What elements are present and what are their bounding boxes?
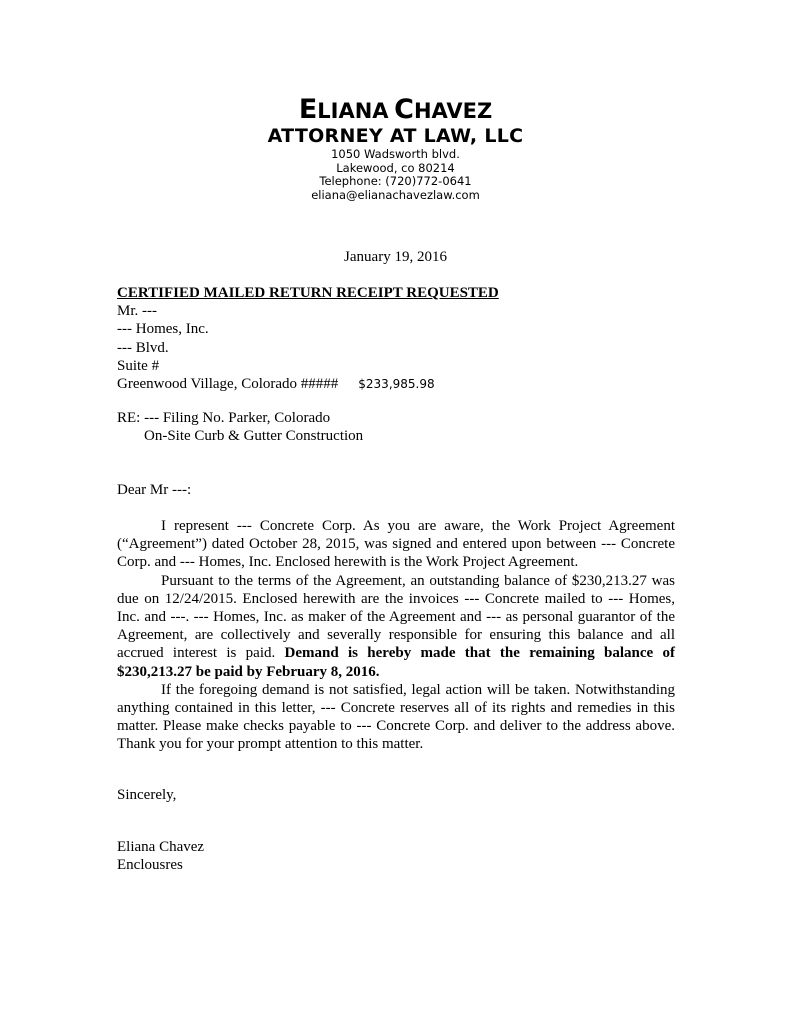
recipient-name: Mr. --- <box>117 303 157 320</box>
re-line-2: On-Site Curb & Gutter Construction <box>144 428 364 445</box>
re-line-1: RE: --- Filing No. Parker, Colorado <box>117 410 331 426</box>
body-paragraph-2 <box>117 572 675 681</box>
enclosures-label: Enclousres <box>117 857 183 874</box>
address-line-2: Lakewood, co 80214 <box>336 160 455 175</box>
letterhead <box>0 96 791 202</box>
demand-statement: Demand is hereby made that the remaining balance of $230,213.27 be paid by February 8, 2016. <box>117 645 676 680</box>
re-block <box>117 409 675 445</box>
letter-date: January 19, 2016 <box>344 249 447 265</box>
recipient-suite: Suite # <box>117 357 160 374</box>
attorney-name <box>0 96 791 124</box>
body-paragraph-1: I represent --- Concrete Corp. As you are aware, the Work Project Agreement (“Agreement”) dated October 28, 2015, was signed and entered upon between --- Concrete Corp. and --- Homes, Inc. Enclosed herewith is the Work Project Agreement. <box>117 518 675 571</box>
name-first-initial: E <box>298 94 318 125</box>
recipient-street: --- Blvd. <box>117 339 169 356</box>
recipient-city: Greenwood Village, Colorado ##### <box>117 376 339 393</box>
body-paragraph-3: If the foregoing demand is not satisfied, legal action will be taken. Notwithstanding anything contained in this letter, --- Concrete reserves all of its rights and remedies in this matter. Please make checks payable to --- Concrete Corp. and deliver to the address above. Thank you for your prompt attention to this matter. <box>117 681 675 753</box>
name-last-rest: HAVEZ <box>413 99 493 123</box>
greeting: Dear Mr ---: <box>117 482 192 498</box>
name-last-initial: C <box>394 94 414 125</box>
certified-mail-heading: CERTIFIED MAILED RETURN RECEIPT REQUESTED <box>117 285 499 301</box>
address-line-1: 1050 Wadsworth blvd. <box>331 147 460 161</box>
letter-body <box>117 517 675 754</box>
recipient-block <box>117 284 675 393</box>
recipient-city-line <box>117 375 675 393</box>
telephone: Telephone: (720)772-0641 <box>319 174 472 188</box>
closing: Sincerely, <box>117 787 177 803</box>
name-first-rest: LIANA <box>317 99 389 123</box>
signature-block <box>117 838 675 874</box>
body-paragraph-2-text: Pursuant to the terms of the Agreement, an outstanding balance of $230,213.27 was due on 12/24/2015. Enclosed herewith are the invoices --- Concrete mailed to --- Homes, Inc. and ---. --- Homes, Inc. as maker of the Agreement and --- as personal guarantor of the Agreement, are collectively and severally responsible for ensuring this balance and all accrued interest is paid. <box>117 572 675 662</box>
amount-note: $233,985.98 <box>358 377 435 392</box>
recipient-company: --- Homes, Inc. <box>117 321 209 338</box>
firm-title: ATTORNEY AT LAW, LLC <box>267 125 524 147</box>
signature-name: Eliana Chavez <box>117 839 205 855</box>
email: eliana@elianachavezlaw.com <box>311 187 480 202</box>
